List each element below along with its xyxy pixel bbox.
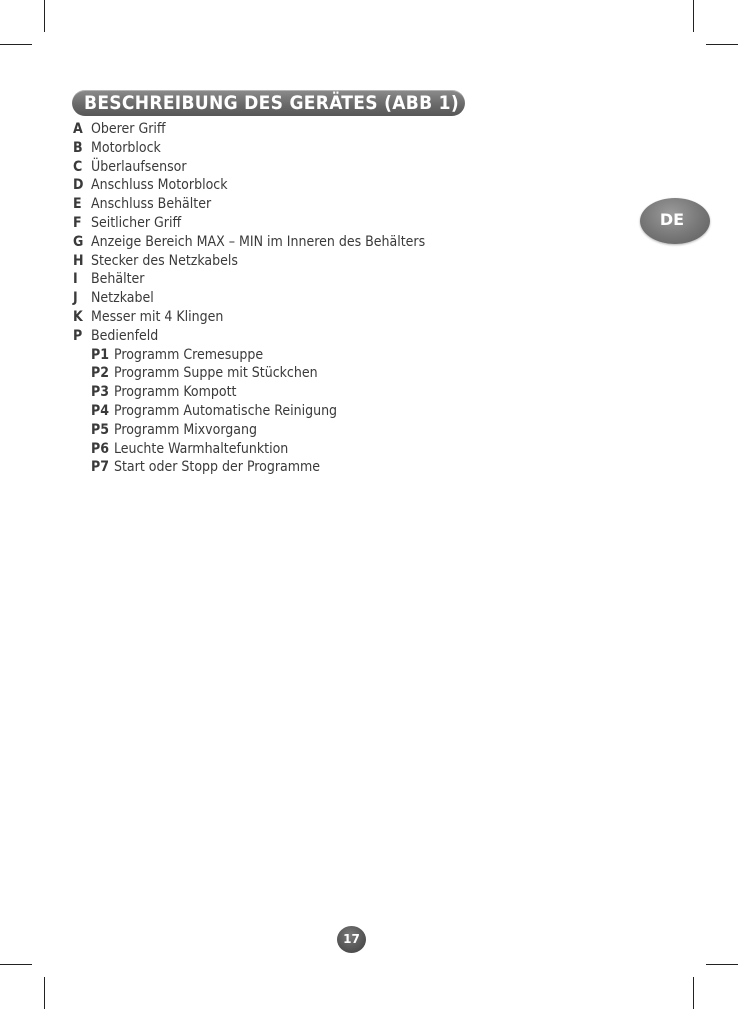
item-label: Behälter [91,271,145,288]
list-item [73,233,425,252]
item-label: Seitlicher Griff [91,214,182,231]
crop-mark-top-right-horizontal [706,44,738,45]
program-key: P6 [91,440,109,457]
list-item [73,176,425,195]
crop-mark-bottom-right-vertical [693,977,694,1009]
item-label: Anschluss Motorblock [91,177,228,194]
program-item [73,402,425,421]
program-label: Leuchte Warmhaltefunktion [114,440,289,457]
list-item [73,139,425,158]
crop-mark-top-left-horizontal [0,44,32,45]
crop-mark-top-right-vertical [693,0,694,32]
crop-mark-bottom-left-vertical [44,977,45,1009]
item-key: A [73,121,83,137]
item-key: F [73,214,82,231]
item-key: H [73,252,84,269]
crop-mark-bottom-right-horizontal [706,964,738,965]
program-key: P1 [91,346,109,363]
program-key: P2 [91,365,109,382]
item-label: Oberer Griff [91,121,166,137]
item-key: I [73,271,78,288]
list-item [73,195,425,214]
program-key: P5 [91,421,109,438]
item-key: K [73,308,83,325]
list-item [73,289,425,308]
list-item [73,270,425,289]
page-number-badge [337,926,366,953]
program-label: Programm Mixvorgang [114,421,257,438]
list-item [73,308,425,327]
program-label: Programm Cremesuppe [114,346,264,363]
item-label: Bedienfeld [91,327,159,344]
language-badge-label: DE [659,210,685,229]
item-label: Überlaufsensor [91,158,187,175]
program-label: Programm Kompott [114,384,237,401]
crop-mark-bottom-left-horizontal [0,964,32,965]
program-item [73,440,425,459]
item-label: Stecker des Netzkabels [91,252,238,269]
item-key: J [73,290,78,307]
program-item [73,364,425,383]
item-label: Anschluss Behälter [91,196,212,213]
item-key: G [73,233,84,250]
program-item [73,458,425,477]
item-key: E [73,196,82,213]
parts-list [73,120,425,477]
item-key: D [73,177,84,194]
section-title: BESCHREIBUNG DES GERÄTES (ABB 1) [84,92,459,114]
list-item [73,327,425,346]
program-label: Programm Automatische Reinigung [114,402,338,419]
item-key: P [73,327,83,344]
program-item [73,346,425,365]
item-key: C [73,158,83,175]
item-label: Anzeige Bereich MAX – MIN im Inneren des Behälters [91,233,426,250]
item-label: Netzkabel [91,290,154,307]
program-key: P3 [91,384,109,401]
program-item [73,383,425,402]
program-key: P7 [91,459,109,476]
list-item [73,120,425,139]
program-label: Start oder Stopp der Programme [114,459,321,476]
item-key: B [73,139,83,156]
page-number: 17 [343,932,360,946]
item-label: Messer mit 4 Klingen [91,308,224,325]
program-label: Programm Suppe mit Stückchen [114,365,318,382]
list-item [73,214,425,233]
list-item [73,158,425,177]
list-item [73,252,425,271]
program-key: P4 [91,402,109,419]
program-item [73,421,425,440]
language-badge [640,198,710,244]
item-label: Motorblock [91,139,161,156]
crop-mark-top-left-vertical [44,0,45,32]
